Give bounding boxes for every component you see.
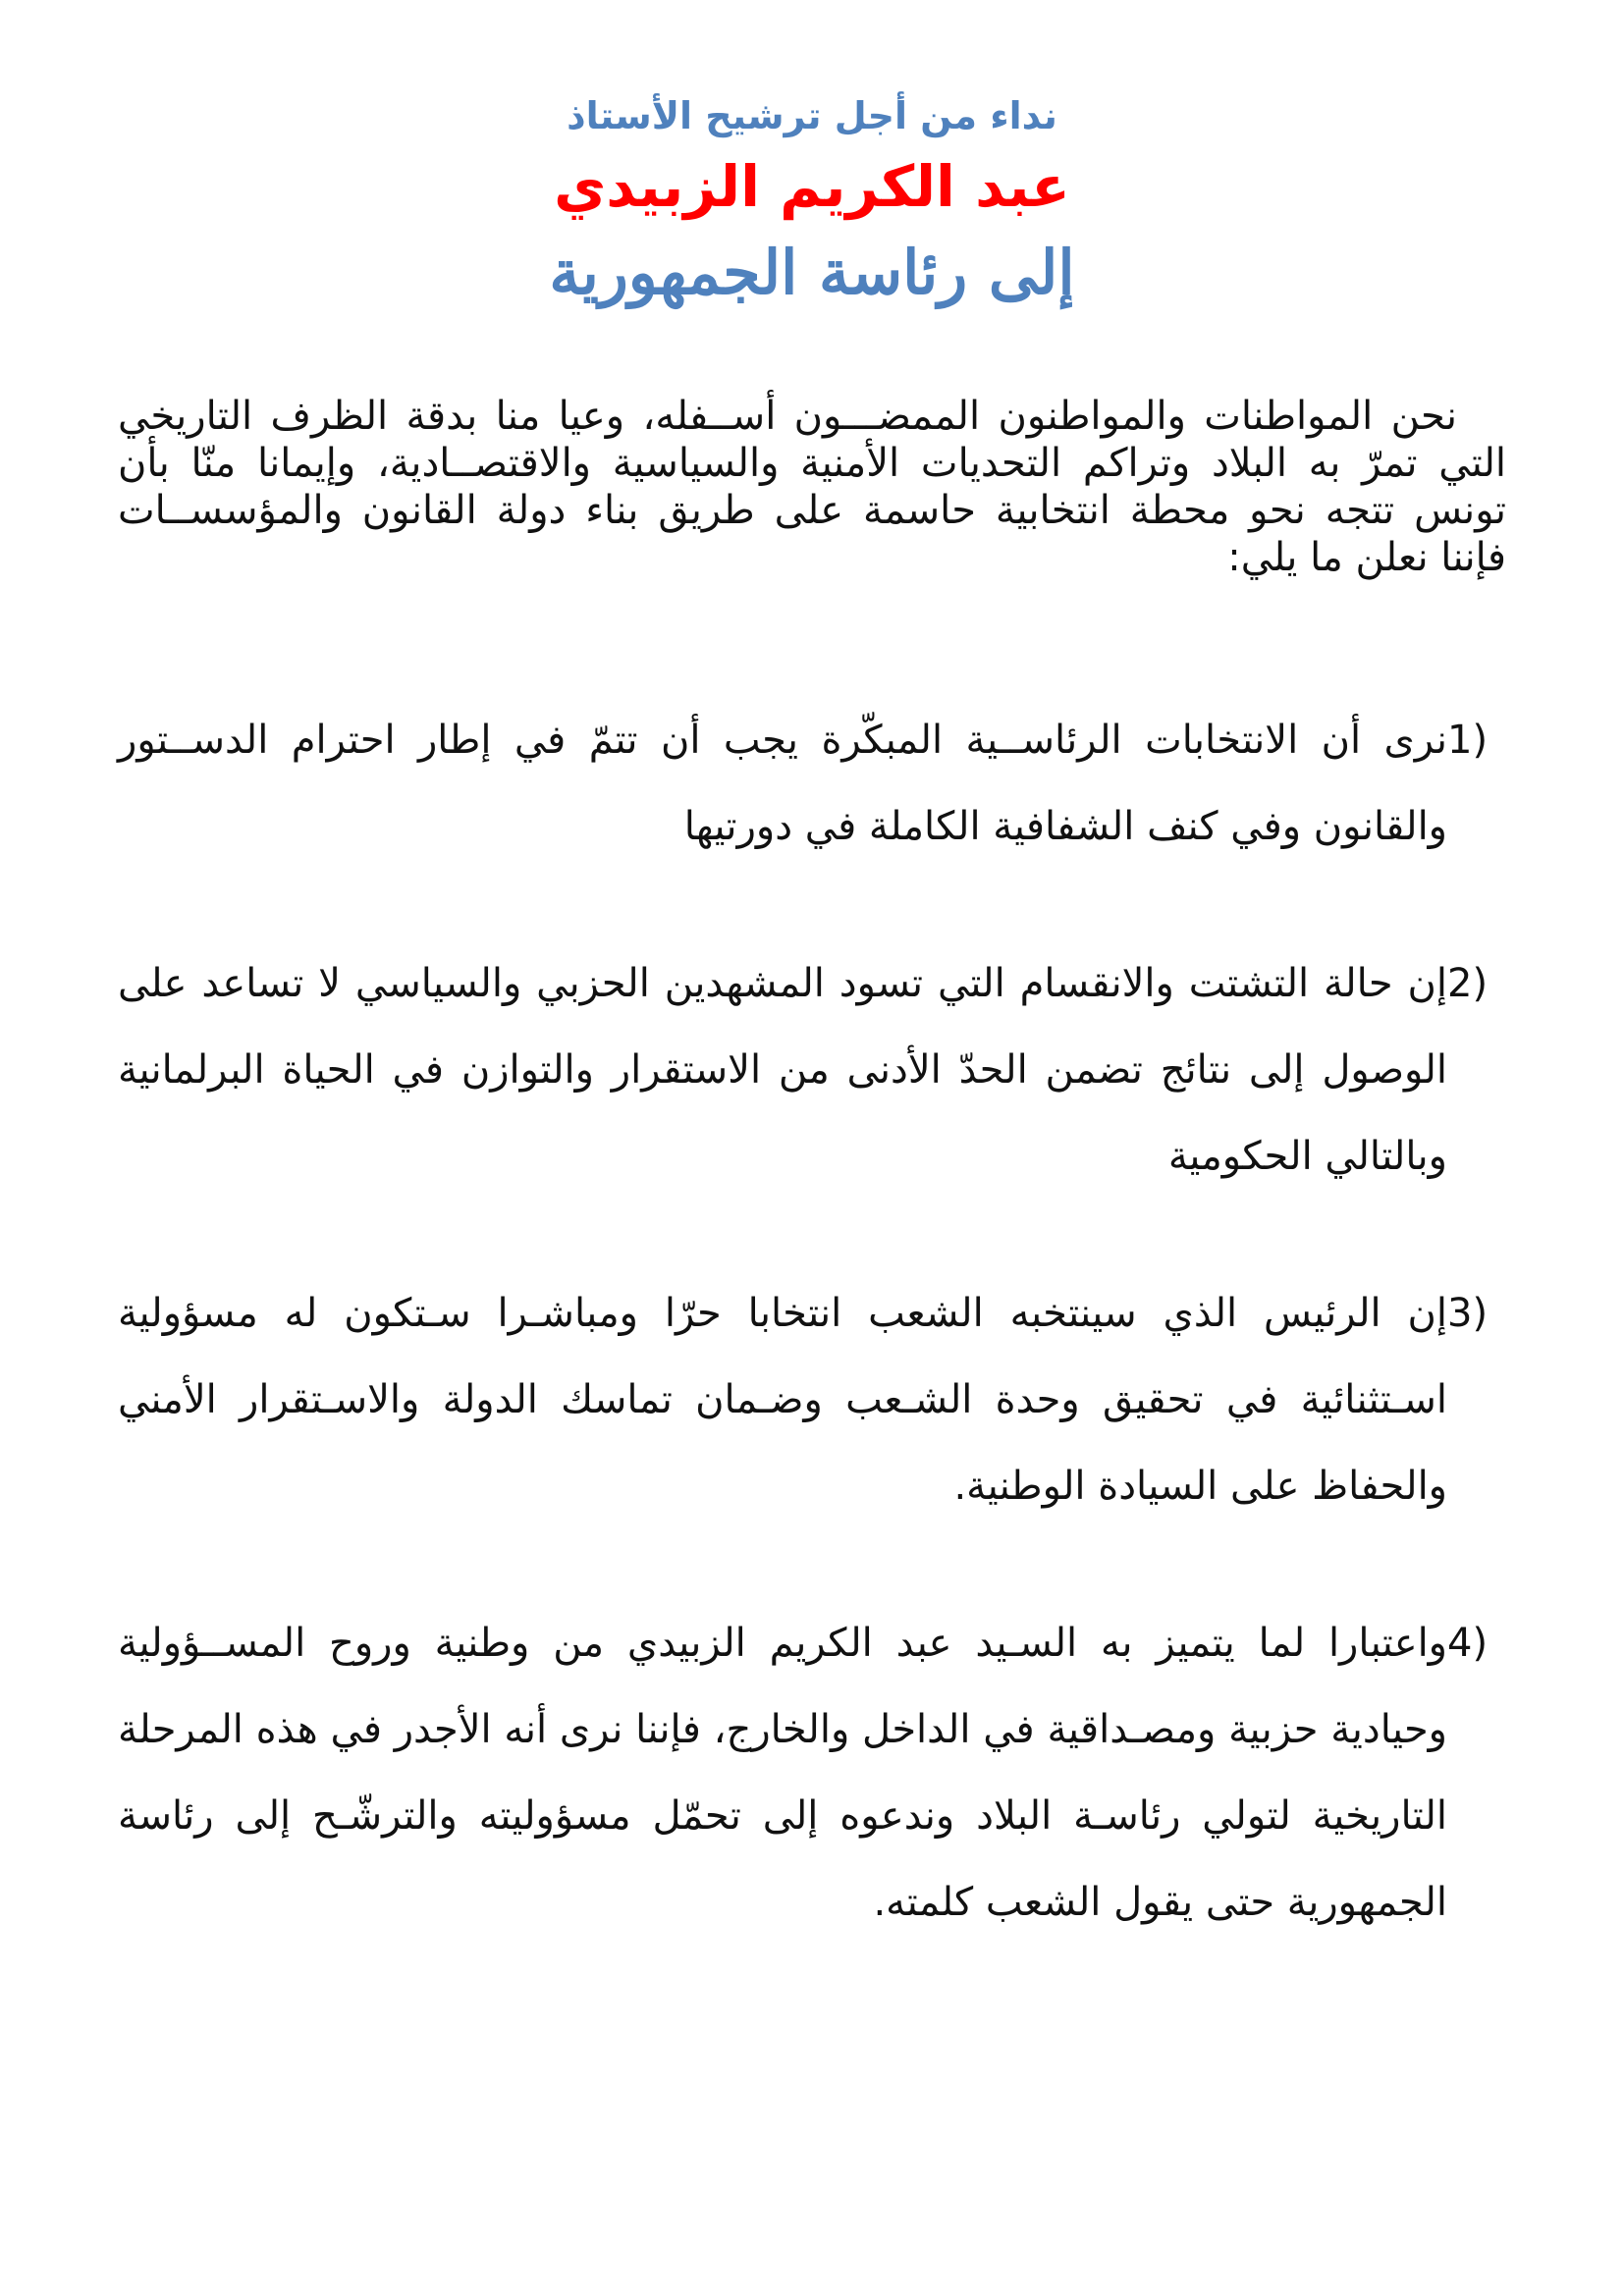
presidency-line: إلى رئاسة الجمهورية <box>549 237 1075 308</box>
item-number: 3) <box>1447 1291 1489 1336</box>
header-call-line: نداء من أجل ترشيح الأستاذ <box>567 94 1057 137</box>
item-text: إن حالة التشتت والانقسام التي تسود المشهدين الحزبي والسياسي لا تساعد على الوصول إلى نتائج تضمن الحدّ الأدنى من الاستقرار والتوازن في الحياة البرلمانية وبالتالي الحكومية <box>118 961 1447 1179</box>
item-text: واعتبارا لما يتميز به السـيد عبد الكريم الزبيدي من وطنية وروح المســؤولية وحيادية حزبية ومصـداقية في الداخل والخارج، فإننا نرى أنه الأجدر في هذه المرحلة التاريخية لتولي رئاسـة البلاد وندعوه إلى تحمّل مسؤوليته والترشّـح إلى رئاسة الجمهورية حتى يقول الشعب كلمته. <box>118 1621 1447 1925</box>
declaration-list <box>118 697 1506 2016</box>
declaration-item <box>118 697 1506 870</box>
declaration-item <box>118 940 1506 1200</box>
declaration-item <box>118 1270 1506 1529</box>
declaration-item <box>118 1600 1506 1946</box>
item-text: نرى أن الانتخابات الرئاســية المبكّرة يجب أن تتمّ في إطار احترام الدســتور والقانون وفي كنف الشفافية الكاملة في دورتيها <box>118 718 1447 849</box>
candidate-name: عبد الكريم الزبيدي <box>554 153 1070 220</box>
item-text: إن الرئيس الذي سينتخبه الشعب انتخابا حرّا ومباشـرا سـتكون له مسؤولية اسـتثنائية في تحقيق وحدة الشـعب وضـمان تماسك الدولة والاسـتقرار الأمني والحفاظ على السيادة الوطنية. <box>118 1291 1447 1509</box>
item-number: 1) <box>1447 718 1489 763</box>
item-number: 4) <box>1447 1621 1489 1666</box>
intro-paragraph: نحن المواطنات والمواطنون الممضـــون أســفله، وعيا منا بدقة الظرف التاريخي التي تمرّ به البلاد وتراكم التحديات الأمنية والسياسية والاقتصــادية، وإيمانا منّا بأن تونس تتجه نحو محطة انتخابية حاسمة على طريق بناء دولة القانون والمؤسســات فإننا نعلن ما يلي: <box>118 394 1506 580</box>
item-number: 2) <box>1447 961 1489 1006</box>
document-header <box>0 86 1624 318</box>
